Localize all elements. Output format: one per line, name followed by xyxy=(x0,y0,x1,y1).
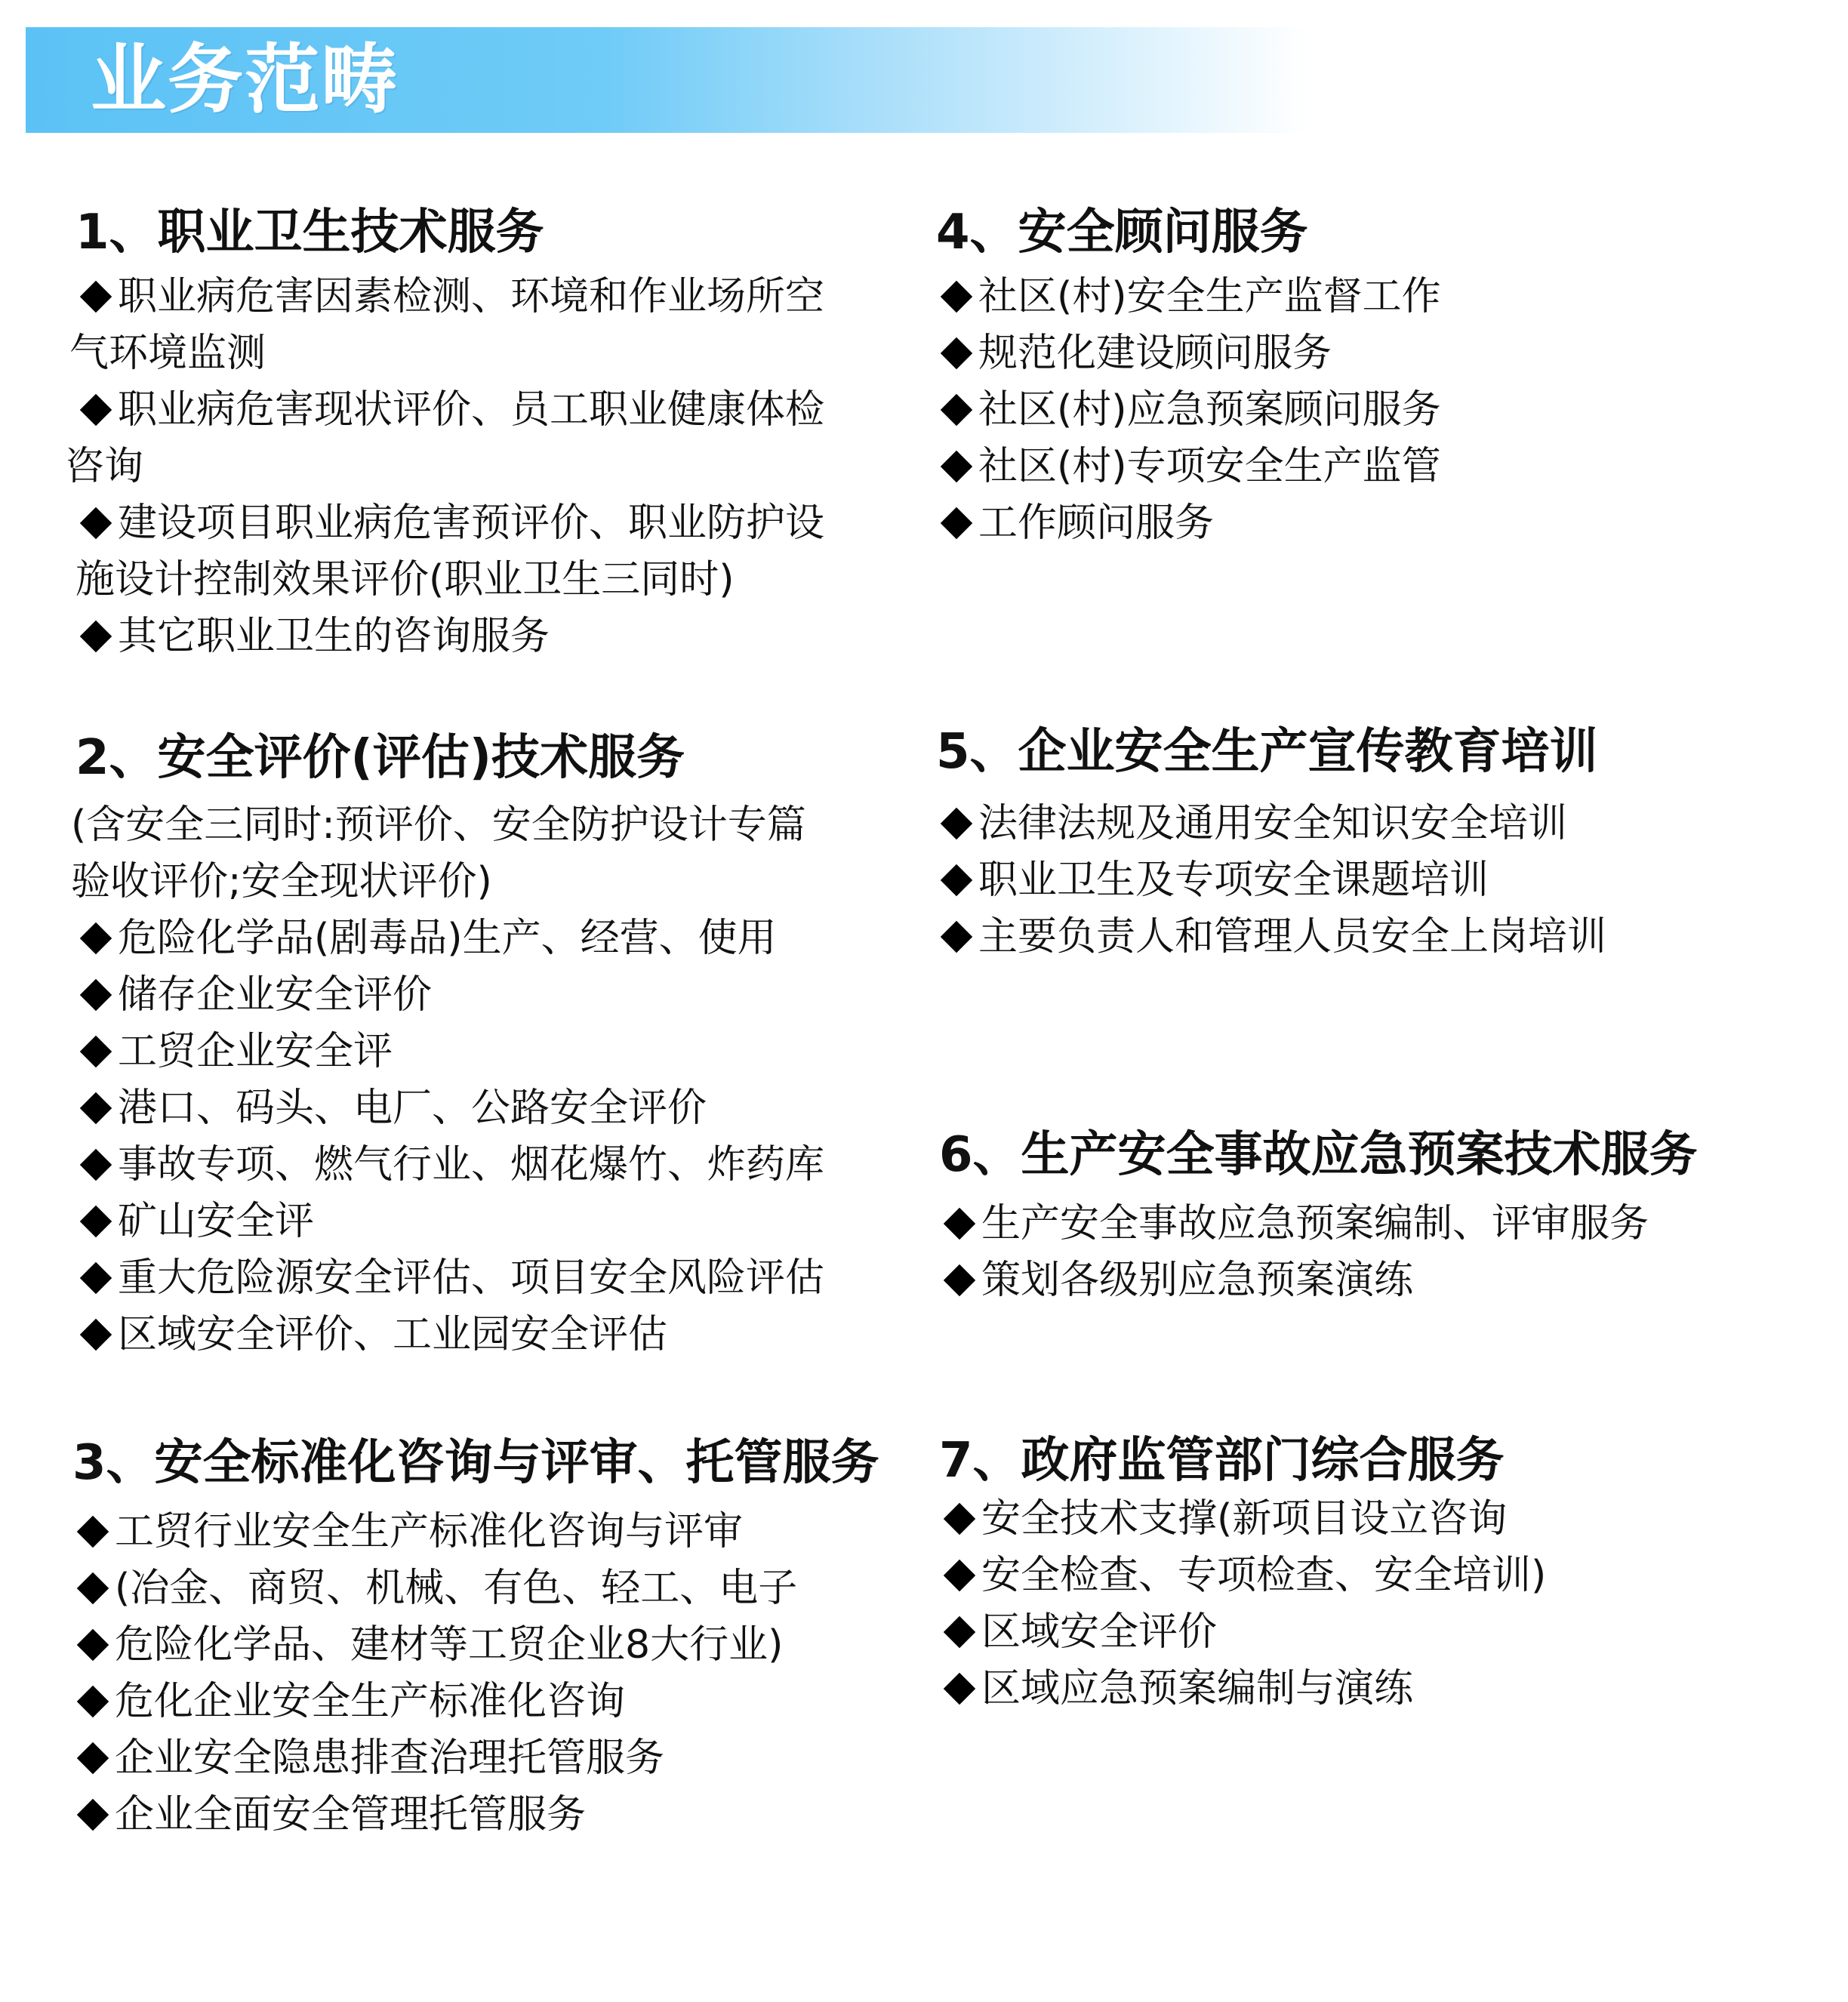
diamond-bullet-icon xyxy=(80,922,112,954)
list-item: 安全技术支撑(新项目设立咨询 xyxy=(939,1491,1546,1548)
list-item: 其它职业卫生的咨询服务 xyxy=(75,608,824,665)
diamond-bullet-icon xyxy=(941,864,972,896)
list-item: 工作顾问服务 xyxy=(936,495,1441,552)
diamond-bullet-icon xyxy=(944,1264,975,1296)
list-item: 港口、码头、电厂、公路安全评价 xyxy=(75,1080,824,1137)
list-item: 事故专项、燃气行业、烟花爆竹、炸药库 xyxy=(75,1137,824,1194)
list-item: 生产安全事故应急预案编制、评审服务 xyxy=(939,1196,1698,1252)
list-item: 职业卫生及专项安全课题培训 xyxy=(936,852,1606,909)
diamond-bullet-icon xyxy=(80,394,112,426)
section-title: 3、安全标准化咨询与评审、托管服务 xyxy=(72,1435,879,1491)
diamond-bullet-icon xyxy=(77,1572,109,1604)
diamond-bullet-icon xyxy=(80,281,112,313)
diamond-bullet-icon xyxy=(941,808,972,839)
section-title: 4、安全顾问服务 xyxy=(936,205,1308,260)
list-item: 社区(村)应急预案顾问服务 xyxy=(936,382,1441,439)
section-note: (含安全三同时:预评价、安全防护设计专篇 xyxy=(71,802,806,848)
diamond-bullet-icon xyxy=(77,1799,109,1831)
list-item: 区域应急预案编制与演练 xyxy=(939,1661,1546,1717)
list-item: 法律法规及通用安全知识安全培训 xyxy=(936,796,1606,852)
section-training xyxy=(936,722,1606,966)
list-item: 社区(村)安全生产监督工作 xyxy=(936,269,1441,325)
list-item-continuation: 咨询 xyxy=(65,444,144,489)
diamond-bullet-icon xyxy=(80,1092,112,1124)
list-item: 策划各级别应急预案演练 xyxy=(939,1252,1698,1309)
list-item: 重大危险源安全评估、项目安全风险评估 xyxy=(75,1250,824,1307)
diamond-bullet-icon xyxy=(80,1262,112,1294)
list-item: 危险化学品、建材等工贸企业8大行业) xyxy=(72,1617,879,1674)
section-title: 7、政府监管部门综合服务 xyxy=(939,1433,1505,1489)
diamond-bullet-icon xyxy=(941,337,972,369)
list-item: 职业病危害现状评价、员工职业健康体检 xyxy=(75,382,824,439)
section-government-services xyxy=(939,1431,1546,1717)
diamond-bullet-icon xyxy=(941,394,972,426)
diamond-bullet-icon xyxy=(941,507,972,539)
diamond-bullet-icon xyxy=(944,1560,975,1591)
list-item: 主要负责人和管理人员安全上岗培训 xyxy=(936,909,1606,966)
section-standardization xyxy=(72,1433,879,1843)
list-item: 职业病危害因素检测、环境和作业场所空 xyxy=(75,269,824,325)
list-item: 建设项目职业病危害预评价、职业防护设 xyxy=(75,495,824,552)
list-item: 工贸行业安全生产标准化咨询与评审 xyxy=(72,1504,879,1560)
diamond-bullet-icon xyxy=(80,507,112,539)
section-emergency-plan xyxy=(939,1125,1698,1309)
section-title: 1、职业卫生技术服务 xyxy=(75,205,544,260)
list-item: 规范化建设顾问服务 xyxy=(936,325,1441,382)
list-item: 储存企业安全评价 xyxy=(75,967,824,1024)
diamond-bullet-icon xyxy=(944,1208,975,1240)
list-item-continuation: 施设计控制效果评价(职业卫生三同时) xyxy=(75,557,735,602)
diamond-bullet-icon xyxy=(77,1516,109,1548)
section-occupational-health xyxy=(65,202,825,665)
list-item: 区域安全评价 xyxy=(939,1604,1546,1661)
diamond-bullet-icon xyxy=(941,921,972,953)
section-note: 验收评价;安全现状评价) xyxy=(71,859,492,904)
diamond-bullet-icon xyxy=(80,979,112,1011)
list-item: 企业安全隐患排查治理托管服务 xyxy=(72,1730,879,1787)
list-item: 矿山安全评 xyxy=(75,1194,824,1250)
list-item: 工贸企业安全评 xyxy=(75,1024,824,1080)
diamond-bullet-icon xyxy=(941,451,972,482)
list-item: (冶金、商贸、机械、有色、轻工、电子 xyxy=(72,1560,879,1617)
list-item: 安全检查、专项检查、安全培训) xyxy=(939,1548,1546,1604)
list-item: 危化企业安全生产标准化咨询 xyxy=(72,1674,879,1730)
diamond-bullet-icon xyxy=(80,621,112,652)
diamond-bullet-icon xyxy=(80,1206,112,1237)
section-title: 2、安全评价(评估)技术服务 xyxy=(75,730,685,786)
list-item: 危险化学品(剧毒品)生产、经营、使用 xyxy=(75,910,824,967)
diamond-bullet-icon xyxy=(944,1616,975,1648)
diamond-bullet-icon xyxy=(944,1503,975,1535)
diamond-bullet-icon xyxy=(941,281,972,313)
header-banner xyxy=(26,27,1309,133)
section-safety-evaluation xyxy=(71,728,825,1363)
diamond-bullet-icon xyxy=(80,1036,112,1067)
list-item: 企业全面安全管理托管服务 xyxy=(72,1787,879,1843)
diamond-bullet-icon xyxy=(77,1742,109,1774)
section-title: 5、企业安全生产宣传教育培训 xyxy=(936,724,1598,780)
diamond-bullet-icon xyxy=(80,1149,112,1181)
section-title: 6、生产安全事故应急预案技术服务 xyxy=(939,1127,1698,1183)
list-item: 社区(村)专项安全生产监管 xyxy=(936,439,1441,495)
diamond-bullet-icon xyxy=(80,1319,112,1351)
diamond-bullet-icon xyxy=(77,1686,109,1717)
list-item-continuation: 气环境监测 xyxy=(69,331,266,376)
list-item: 区域安全评价、工业园安全评估 xyxy=(75,1307,824,1363)
section-safety-consulting xyxy=(936,202,1441,552)
page-title: 业务范畴 xyxy=(91,35,399,124)
diamond-bullet-icon xyxy=(944,1673,975,1705)
diamond-bullet-icon xyxy=(77,1629,109,1661)
